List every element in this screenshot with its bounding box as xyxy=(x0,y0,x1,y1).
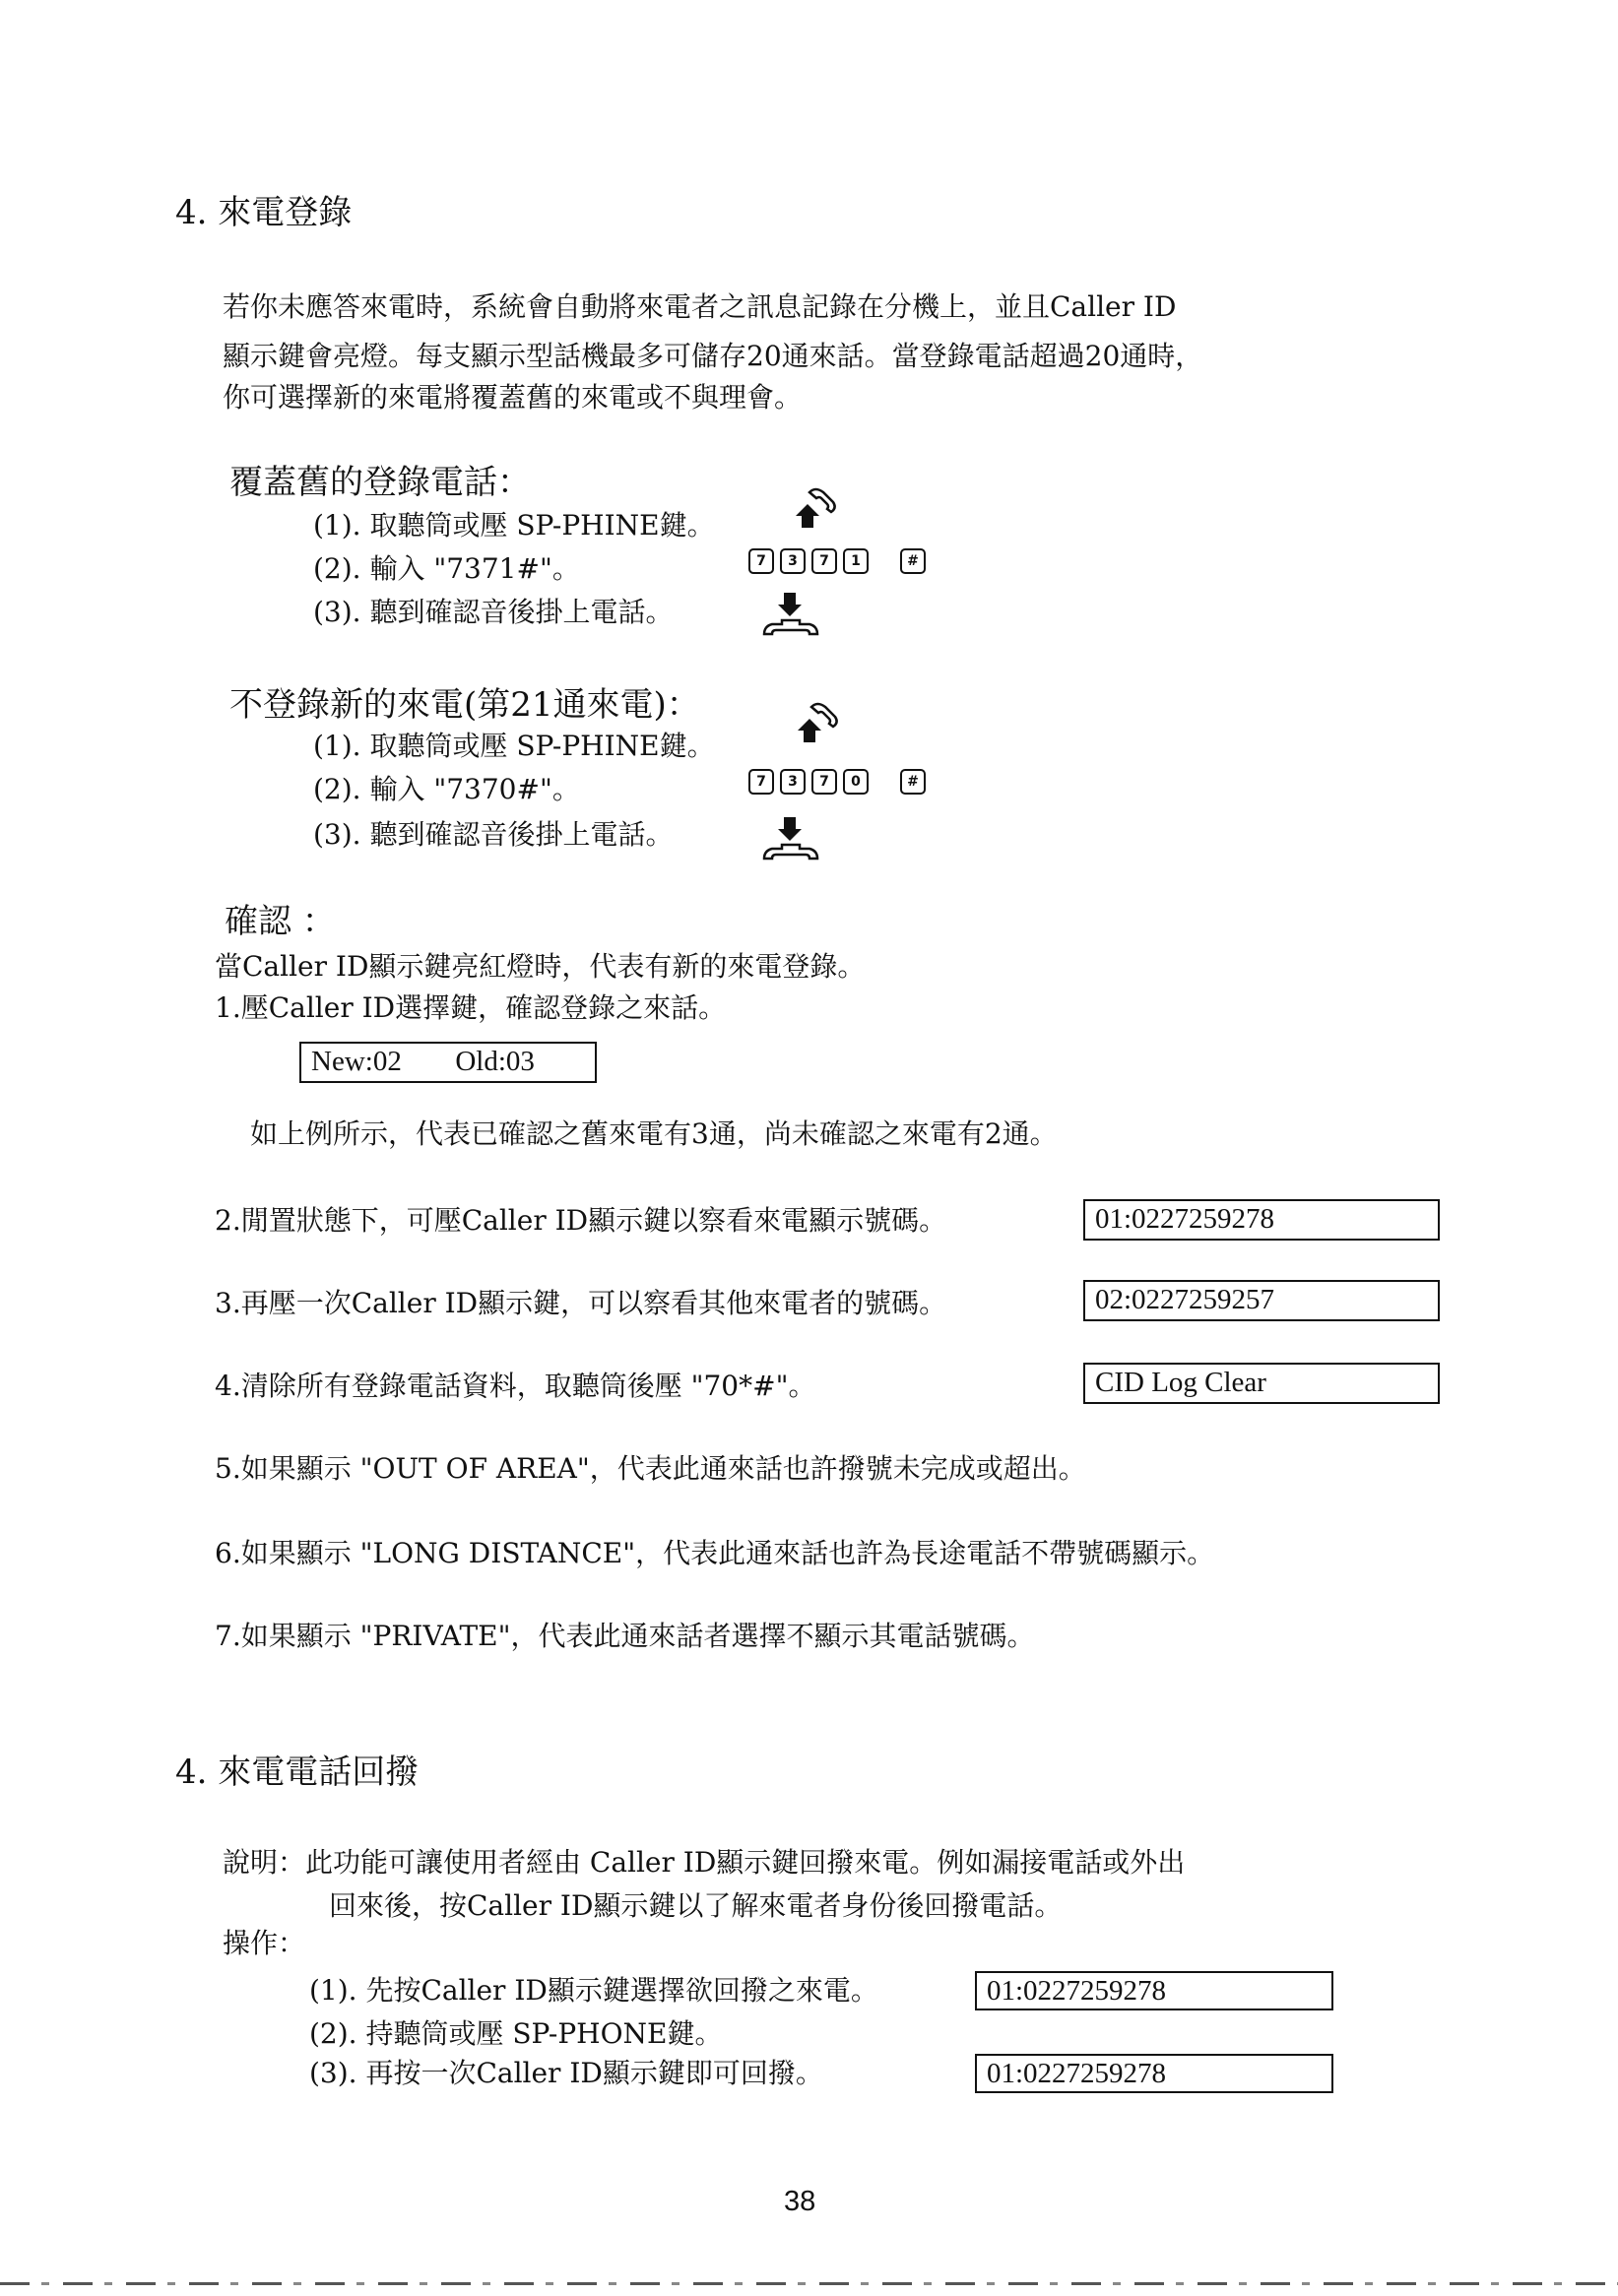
intro-line-1: 若你未應答來電時，系統會自動將來電者之訊息記錄在分機上，並且Caller ID xyxy=(223,290,1177,323)
section-title-callback: 4. 來電電話回撥 xyxy=(175,1753,420,1792)
lcd-display-callback-1: 01:0227259278 xyxy=(975,1971,1333,2010)
intro-line-2: 顯示鍵會亮燈。每支顯示型話機最多可儲存20通來話。當登錄電話超過20通時， xyxy=(223,340,1203,372)
footer-rule xyxy=(0,2282,1618,2285)
keypad-sequence-7371 xyxy=(748,548,926,574)
callback-step-2: (2). 持聽筒或壓 SP-PHONE鍵。 xyxy=(309,2017,723,2050)
handset-hang-up-icon xyxy=(760,591,821,640)
no-log-heading: 不登錄新的來電(第21通來電)： xyxy=(229,685,700,725)
no-log-step-2: (2). 輸入 "7370#"。 xyxy=(313,773,580,805)
keypad-sequence-7370 xyxy=(748,769,926,795)
confirm-line-1: 當Caller ID顯示鍵亮紅燈時，代表有新的來電登錄。 xyxy=(215,950,866,983)
lcd-display-item-4: CID Log Clear xyxy=(1083,1363,1440,1404)
confirm-heading: 確認 ： xyxy=(225,902,336,941)
callback-desc-1: 說明：此功能可讓使用者經由 Caller ID顯示鍵回撥來電。例如漏接電話或外出 xyxy=(223,1846,1186,1879)
callback-desc-2: 回來後，按Caller ID顯示鍵以了解來電者身份後回撥電話。 xyxy=(329,1889,1063,1922)
display-new-count: New:02 xyxy=(311,1046,402,1077)
page-number: 38 xyxy=(784,2186,816,2217)
confirm-item-4: 4.清除所有登錄電話資料，取聽筒後壓 "70*#"。 xyxy=(215,1370,816,1402)
overwrite-step-1: (1). 取聽筒或壓 SP-PHINE鍵。 xyxy=(313,509,715,542)
section-title: 4. 來電登錄 xyxy=(175,193,353,232)
key-7: 7 xyxy=(811,548,837,574)
handset-lift-icon xyxy=(778,486,839,536)
key-7: 7 xyxy=(748,548,774,574)
key-hash: # xyxy=(900,548,926,574)
confirm-item-2: 2.閒置狀態下，可壓Caller ID顯示鍵以察看來電顯示號碼。 xyxy=(215,1204,947,1237)
key-1: 1 xyxy=(843,548,869,574)
note-7: 7.如果顯示 "PRIVATE"，代表此通來話者選擇不顯示其電話號碼。 xyxy=(215,1620,1035,1652)
no-log-step-3: (3). 聽到確認音後掛上電話。 xyxy=(313,818,674,851)
key-7: 7 xyxy=(811,769,837,795)
handset-hang-up-icon xyxy=(760,815,821,864)
callback-op-heading: 操作： xyxy=(223,1927,306,1959)
key-3: 3 xyxy=(780,548,806,574)
display-old-count: Old:03 xyxy=(455,1046,535,1077)
confirm-item-3: 3.再壓一次Caller ID顯示鍵，可以察看其他來電者的號碼。 xyxy=(215,1287,947,1319)
overwrite-heading: 覆蓋舊的登錄電話： xyxy=(229,463,531,502)
lcd-display-callback-3: 01:0227259278 xyxy=(975,2054,1333,2093)
key-0: 0 xyxy=(843,769,869,795)
key-7: 7 xyxy=(748,769,774,795)
note-5: 5.如果顯示 "OUT OF AREA"，代表此通來話也許撥號未完成或超出。 xyxy=(215,1452,1086,1485)
key-3: 3 xyxy=(780,769,806,795)
no-log-step-1: (1). 取聽筒或壓 SP-PHINE鍵。 xyxy=(313,730,715,762)
intro-line-3: 你可選擇新的來電將覆蓋舊的來電或不與理會。 xyxy=(223,381,803,414)
note-6: 6.如果顯示 "LONG DISTANCE"，代表此通來話也許為長途電話不帶號碼顯示。 xyxy=(215,1537,1215,1569)
confirm-line-2: 1.壓Caller ID選擇鍵，確認登錄之來話。 xyxy=(215,991,727,1024)
lcd-display-item-2: 01:0227259278 xyxy=(1083,1199,1440,1241)
key-hash: # xyxy=(900,769,926,795)
handset-lift-icon xyxy=(780,701,841,750)
overwrite-step-2: (2). 輸入 "7371#"。 xyxy=(313,552,580,585)
overwrite-step-3: (3). 聽到確認音後掛上電話。 xyxy=(313,596,674,628)
callback-step-1: (1). 先按Caller ID顯示鍵選擇欲回撥之來電。 xyxy=(309,1974,878,2007)
confirm-example: 如上例所示，代表已確認之舊來電有3通，尚未確認之來電有2通。 xyxy=(250,1117,1058,1150)
lcd-display-item-3: 02:0227259257 xyxy=(1083,1280,1440,1321)
lcd-display-new-old xyxy=(299,1042,597,1083)
callback-step-3: (3). 再按一次Caller ID顯示鍵即可回撥。 xyxy=(309,2057,823,2089)
